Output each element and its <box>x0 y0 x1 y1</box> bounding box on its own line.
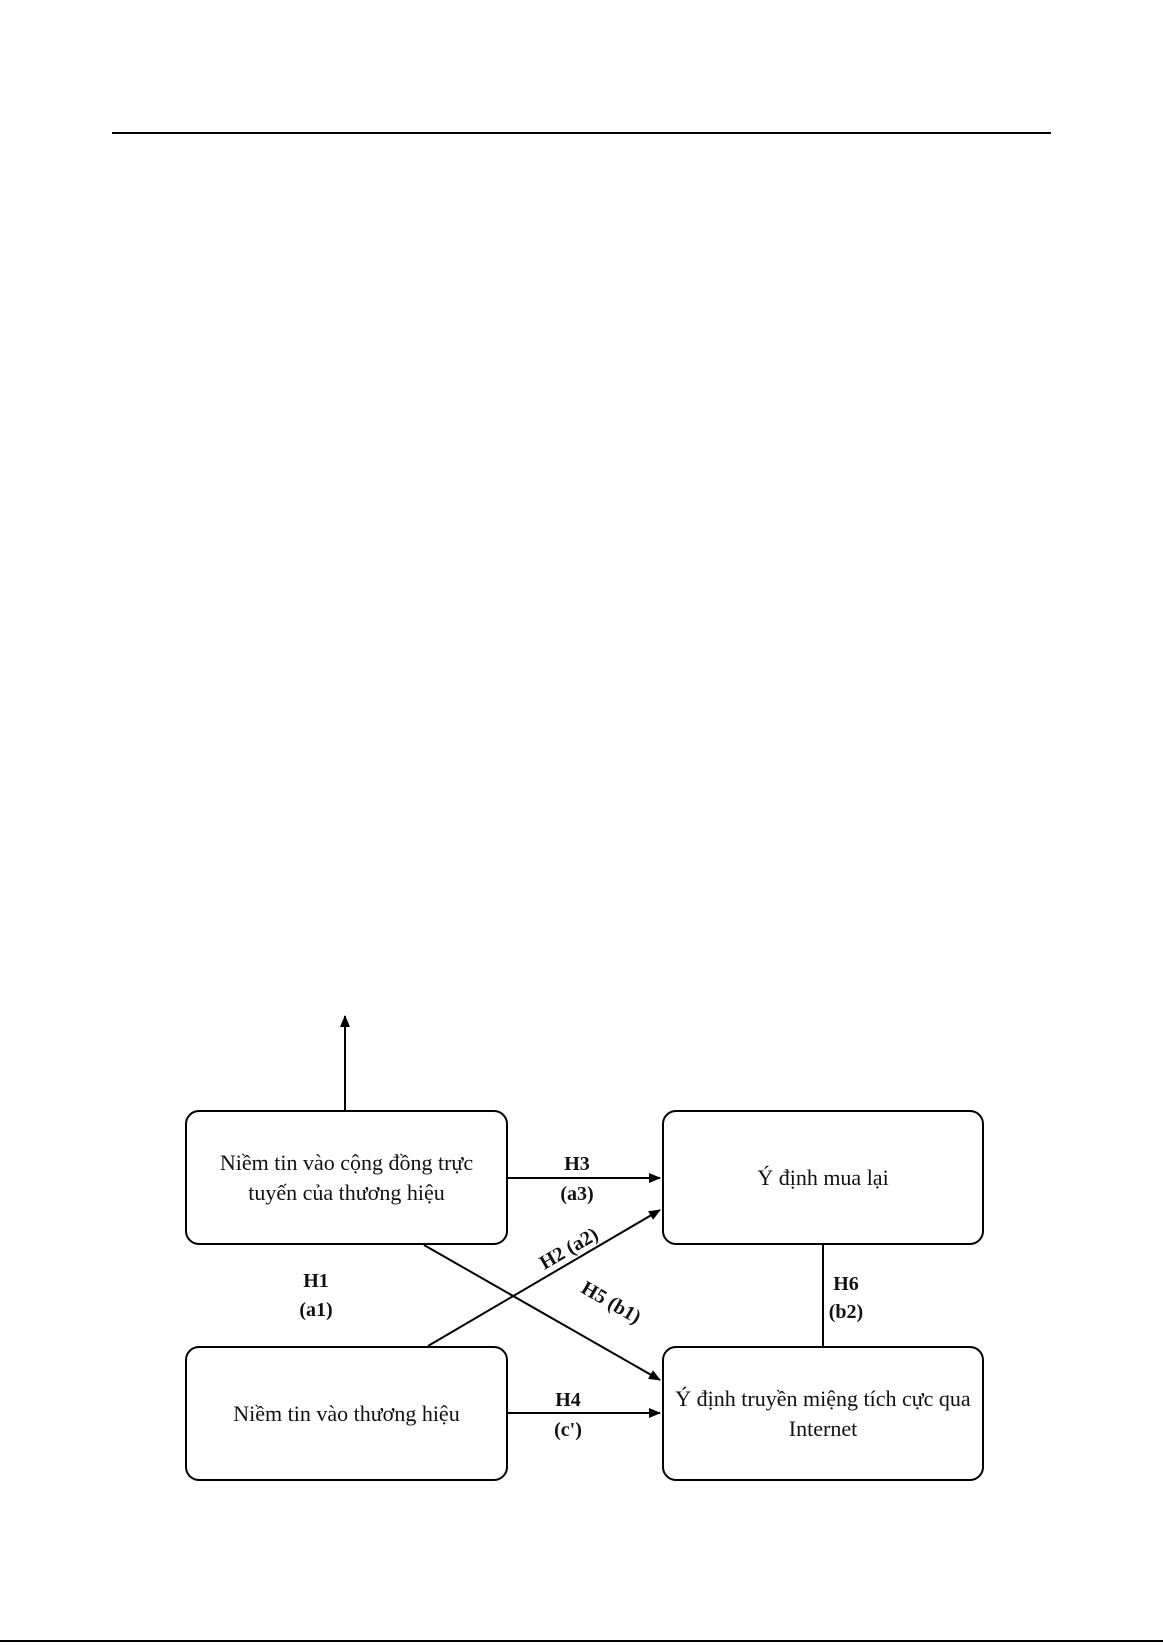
label-h5: H5 (b1) <box>577 1277 645 1329</box>
label-h6-name: H6 <box>833 1273 859 1295</box>
label-h1-path: (a1) <box>299 1299 333 1321</box>
label-h1-name: H1 <box>303 1270 329 1292</box>
node-ewom-intention-label: Ý định truyền miệng tích cực qua Internet <box>675 1385 971 1441</box>
node-community-trust <box>185 1110 508 1245</box>
node-repurchase-intention <box>662 1110 984 1245</box>
node-community-trust-label: Niềm tin vào cộng đồng trực tuyến của thương hiệu <box>219 1149 474 1205</box>
label-h3-path: (a3) <box>560 1183 594 1205</box>
label-h6-path: (b2) <box>828 1301 864 1323</box>
node-brand-trust-label: Niềm tin vào thương hiệu <box>233 1400 460 1426</box>
label-h3-name: H3 <box>564 1153 590 1175</box>
node-ewom-intention <box>662 1346 984 1481</box>
bottom-rule <box>0 1640 1163 1642</box>
node-brand-trust <box>185 1346 508 1481</box>
node-repurchase-intention-label: Ý định mua lại <box>757 1164 889 1190</box>
label-h2: H2 (a2) <box>535 1223 603 1275</box>
label-h4-name: H4 <box>555 1389 581 1411</box>
label-h4-path: (c') <box>554 1419 582 1441</box>
